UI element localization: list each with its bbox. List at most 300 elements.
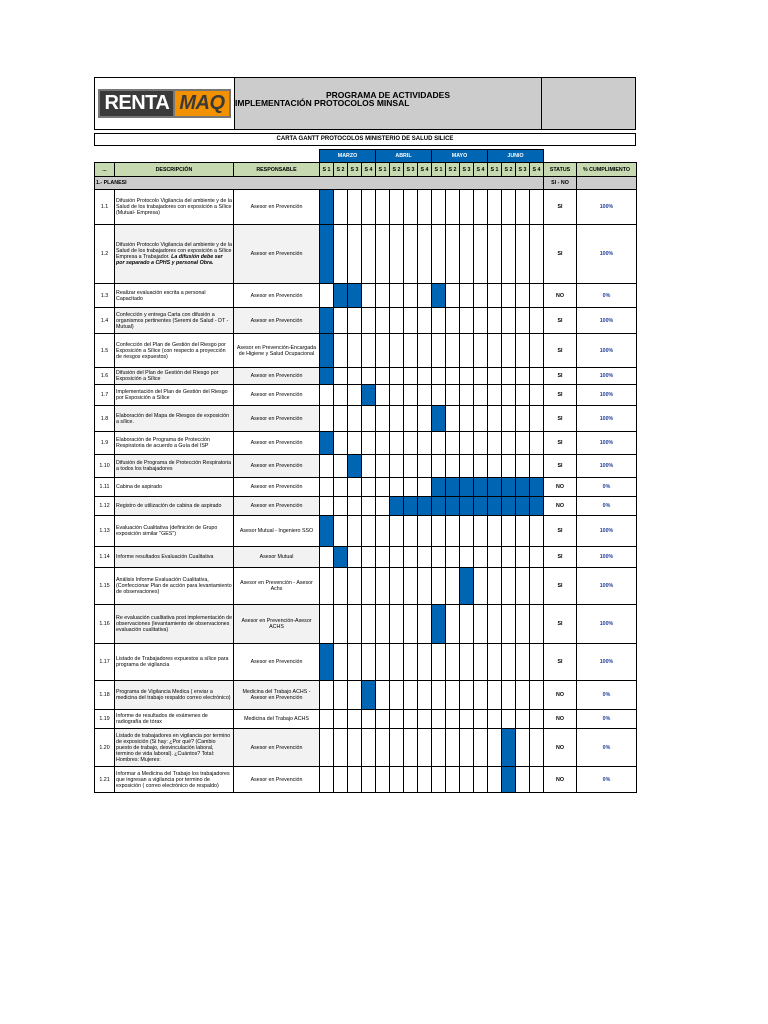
gantt-empty-cell [418,432,432,455]
activity-row [95,190,637,225]
gantt-empty-cell [418,681,432,710]
gantt-empty-cell [404,516,418,547]
gantt-empty-cell [348,729,362,767]
activity-row [95,710,637,729]
gantt-empty-cell [404,710,418,729]
gantt-empty-cell [362,368,376,385]
gantt-empty-cell [460,710,474,729]
gantt-bar-cell [502,729,516,767]
description-text: Informe de resultados de exámenes de radiografía de tórax [116,713,208,725]
gantt-empty-cell [376,225,390,284]
gantt-empty-cell [502,455,516,478]
gantt-empty-cell [446,368,460,385]
gantt-empty-cell [516,432,530,455]
activity-row [95,767,637,793]
activity-description [115,478,234,497]
gantt-empty-cell [348,368,362,385]
gantt-empty-cell [530,644,544,681]
gantt-empty-cell [376,605,390,644]
gantt-empty-cell [320,406,334,432]
gantt-empty-cell [376,368,390,385]
activity-number: 1.5 [95,334,115,368]
gantt-empty-cell [362,406,376,432]
gantt-empty-cell [376,455,390,478]
gantt-empty-cell [446,767,460,793]
gantt-empty-cell [404,432,418,455]
gantt-empty-cell [446,547,460,568]
gantt-empty-cell [320,385,334,406]
gantt-empty-cell [404,767,418,793]
week-header: S 3 [516,163,530,177]
gantt-empty-cell [432,568,446,605]
activity-compliance: 0% [577,284,637,308]
gantt-empty-cell [418,568,432,605]
gantt-empty-cell [390,368,404,385]
gantt-empty-cell [530,605,544,644]
gantt-empty-cell [446,284,460,308]
gantt-empty-cell [362,516,376,547]
gantt-bar-cell [334,547,348,568]
gantt-empty-cell [348,644,362,681]
activity-description [115,432,234,455]
gantt-empty-cell [334,729,348,767]
gantt-empty-cell [446,432,460,455]
activity-compliance: 100% [577,644,637,681]
gantt-empty-cell [404,308,418,334]
gantt-empty-cell [432,681,446,710]
activity-compliance: 100% [577,190,637,225]
description-text: Listado de Trabajadores expuestos a sílice para programa de vigilancia [116,656,229,668]
gantt-bar-cell [516,478,530,497]
gantt-empty-cell [474,308,488,334]
month-header-row [95,150,637,163]
gantt-empty-cell [376,644,390,681]
gantt-empty-cell [362,284,376,308]
activity-compliance: 100% [577,605,637,644]
gantt-empty-cell [334,568,348,605]
gantt-bar-cell [362,681,376,710]
gantt-empty-cell [446,385,460,406]
activity-responsible: Asesor en Prevención [234,225,320,284]
gantt-empty-cell [320,681,334,710]
gantt-bar-cell [474,478,488,497]
gantt-empty-cell [474,284,488,308]
gantt-bar-cell [362,385,376,406]
gantt-empty-cell [474,516,488,547]
gantt-empty-cell [488,681,502,710]
activity-responsible: Asesor en Prevención [234,368,320,385]
activity-description [115,547,234,568]
gantt-empty-cell [418,605,432,644]
gantt-empty-cell [446,729,460,767]
month-marzo: MARZO [320,150,376,163]
gantt-empty-cell [502,547,516,568]
description-text: Realizar evaluación escrita a personal Capacitado [116,289,206,302]
gantt-empty-cell [320,767,334,793]
logo-cell [95,78,235,129]
activity-number: 1.14 [95,547,115,568]
gantt-empty-cell [502,432,516,455]
description-text: Confección del Plan de Gestión del Riesgo por Exposición a Sílice (con respecto a proyección de riesgos expuestos) [116,341,226,360]
activity-number: 1.20 [95,729,115,767]
gantt-empty-cell [516,406,530,432]
gantt-empty-cell [390,605,404,644]
gantt-empty-cell [348,225,362,284]
gantt-empty-cell [390,225,404,284]
month-abril: ABRIL [376,150,432,163]
activity-compliance: 0% [577,710,637,729]
gantt-empty-cell [390,729,404,767]
activity-status: SI [544,568,577,605]
gantt-empty-cell [516,568,530,605]
activity-row [95,547,637,568]
gantt-empty-cell [446,455,460,478]
gantt-empty-cell [488,710,502,729]
activity-responsible: Medicina del Trabajo ACHS - Asesor en Prevención [234,681,320,710]
activity-status: SI [544,644,577,681]
activity-compliance: 0% [577,767,637,793]
gantt-empty-cell [460,190,474,225]
gantt-empty-cell [418,710,432,729]
activity-row [95,729,637,767]
gantt-bar-cell [432,406,446,432]
activity-number: 1.17 [95,644,115,681]
gantt-empty-cell [460,547,474,568]
gantt-empty-cell [418,308,432,334]
activity-responsible: Asesor en Prevención [234,385,320,406]
gantt-empty-cell [376,568,390,605]
activity-status: SI [544,406,577,432]
gantt-empty-cell [404,284,418,308]
gantt-empty-cell [502,605,516,644]
activity-number: 1.15 [95,568,115,605]
activity-responsible: Asesor en Prevención [234,729,320,767]
description-text: Confección y entrega Carta con difusión a organismos pertinentes (Seremi de Salud - DT - Mutual) [116,311,229,330]
gantt-empty-cell [334,767,348,793]
activity-row [95,368,637,385]
gantt-empty-cell [418,644,432,681]
activity-status: SI [544,455,577,478]
gantt-empty-cell [334,497,348,516]
activity-status: NO [544,710,577,729]
activity-compliance: 0% [577,681,637,710]
gantt-caption: CARTA GANTT PROTOCOLOS MINISTERIO DE SALUD SILICE [94,133,636,146]
activity-description [115,605,234,644]
gantt-empty-cell [348,497,362,516]
gantt-empty-cell [474,406,488,432]
document-header [94,77,636,130]
document-title: PROGRAMA DE ACTIVIDADES [325,90,451,100]
gantt-bar-cell [460,497,474,516]
gantt-empty-cell [362,729,376,767]
section-status-label: SI - NO [544,177,577,190]
gantt-empty-cell [460,334,474,368]
col-number-header: ... [95,163,115,177]
gantt-empty-cell [516,284,530,308]
gantt-empty-cell [362,455,376,478]
gantt-empty-cell [334,605,348,644]
gantt-empty-cell [502,681,516,710]
gantt-empty-cell [474,681,488,710]
gantt-empty-cell [460,605,474,644]
activity-status: NO [544,497,577,516]
gantt-empty-cell [446,516,460,547]
gantt-empty-cell [404,225,418,284]
gantt-bar-cell [432,497,446,516]
gantt-bar-cell [348,455,362,478]
gantt-empty-cell [390,516,404,547]
activity-status: SI [544,334,577,368]
gantt-empty-cell [334,334,348,368]
gantt-empty-cell [516,368,530,385]
activity-row [95,478,637,497]
activity-number: 1.3 [95,284,115,308]
week-header: S 3 [460,163,474,177]
activity-responsible: Asesor en Prevención [234,190,320,225]
gantt-empty-cell [530,406,544,432]
gantt-empty-cell [390,547,404,568]
gantt-empty-cell [320,497,334,516]
week-header: S 3 [404,163,418,177]
activity-description [115,385,234,406]
activity-description [115,681,234,710]
gantt-bar-cell [502,478,516,497]
gantt-empty-cell [404,406,418,432]
gantt-empty-cell [474,385,488,406]
activity-row [95,406,637,432]
week-header: S 4 [530,163,544,177]
col-description-header: DESCRIPCIÓN [115,163,234,177]
description-text: Cabina de aspirado [116,484,162,490]
gantt-bar-cell [446,478,460,497]
gantt-empty-cell [474,368,488,385]
gantt-empty-cell [362,225,376,284]
activity-responsible: Asesor en Prevención [234,432,320,455]
gantt-empty-cell [418,478,432,497]
gantt-bar-cell [446,497,460,516]
col-responsible-header: RESPONSABLE [234,163,320,177]
gantt-empty-cell [516,225,530,284]
gantt-empty-cell [488,334,502,368]
gantt-empty-cell [404,729,418,767]
activity-row [95,681,637,710]
gantt-empty-cell [530,455,544,478]
gantt-bar-cell [390,497,404,516]
gantt-bar-cell [320,225,334,284]
activity-compliance: 0% [577,478,637,497]
activity-description [115,568,234,605]
gantt-empty-cell [460,432,474,455]
month-row-spacer-right [544,150,637,163]
week-header: S 1 [320,163,334,177]
gantt-empty-cell [474,767,488,793]
gantt-empty-cell [390,478,404,497]
gantt-empty-cell [488,432,502,455]
activity-row [95,385,637,406]
blank-header-cell [542,78,635,129]
gantt-empty-cell [460,308,474,334]
gantt-empty-cell [390,308,404,334]
description-text: Difusión Protocolo Vigilancia del ambiente y de la Salud de los trabajadores con exposición a Sílice (Mutual- Empresa) [116,198,232,216]
gantt-empty-cell [376,497,390,516]
gantt-bar-cell [418,497,432,516]
gantt-empty-cell [362,767,376,793]
activity-row [95,225,637,284]
activity-compliance: 100% [577,385,637,406]
gantt-empty-cell [348,710,362,729]
gantt-empty-cell [376,406,390,432]
description-text: Implementación del Plan de Gestión del Riesgo por Exposición a Sílice [116,389,228,401]
activity-status: SI [544,308,577,334]
gantt-empty-cell [474,455,488,478]
activity-status: NO [544,478,577,497]
gantt-empty-cell [418,767,432,793]
activity-description [115,225,234,284]
gantt-empty-cell [460,284,474,308]
gantt-empty-cell [446,644,460,681]
activity-description [115,729,234,767]
week-header: S 3 [348,163,362,177]
activity-responsible: Asesor en Prevención [234,455,320,478]
activity-number: 1.21 [95,767,115,793]
description-text: Difusión del Plan de Gestión del Riesgo por Exposición a Sílice [116,370,219,382]
week-header: S 1 [376,163,390,177]
gantt-empty-cell [488,729,502,767]
gantt-empty-cell [516,308,530,334]
gantt-empty-cell [432,334,446,368]
gantt-empty-cell [502,710,516,729]
activity-compliance: 100% [577,368,637,385]
gantt-empty-cell [502,644,516,681]
gantt-empty-cell [530,284,544,308]
week-header: S 4 [474,163,488,177]
gantt-empty-cell [488,385,502,406]
gantt-empty-cell [418,547,432,568]
activity-description [115,497,234,516]
activity-row [95,568,637,605]
activity-responsible: Asesor en Prevención - Asesor Achs [234,568,320,605]
gantt-empty-cell [334,516,348,547]
section-spacer [577,177,637,190]
activity-compliance: 100% [577,547,637,568]
activity-compliance: 100% [577,225,637,284]
description-text: Elaboración de Programa de Protección Respiratoria de acuerdo a Guía del ISP [116,437,210,449]
gantt-empty-cell [390,334,404,368]
title-cell [235,78,542,129]
month-mayo: MAYO [432,150,488,163]
activity-status: NO [544,729,577,767]
gantt-empty-cell [446,710,460,729]
description-text: Programa de Vigilancia Medica ( enviar a medicina del trabajo respaldo correo electrónico) [116,689,231,701]
gantt-empty-cell [488,516,502,547]
gantt-empty-cell [404,190,418,225]
gantt-empty-cell [488,767,502,793]
gantt-empty-cell [418,284,432,308]
gantt-empty-cell [404,568,418,605]
gantt-empty-cell [348,767,362,793]
activity-number: 1.13 [95,516,115,547]
activity-description [115,368,234,385]
gantt-empty-cell [432,516,446,547]
gantt-empty-cell [488,547,502,568]
activity-responsible: Asesor en Prevención [234,406,320,432]
gantt-bar-cell [502,767,516,793]
gantt-empty-cell [334,710,348,729]
gantt-empty-cell [516,516,530,547]
gantt-empty-cell [488,225,502,284]
gantt-empty-cell [376,767,390,793]
gantt-bar-cell [516,497,530,516]
gantt-empty-cell [348,478,362,497]
gantt-empty-cell [404,385,418,406]
description-text: Informar a Medicina del Trabajo los trabajadores que ingresan a vigilancia por termino de exposición ( correo electrónico de respaldo) [116,770,230,789]
gantt-empty-cell [530,368,544,385]
activity-number: 1.4 [95,308,115,334]
gantt-empty-cell [348,385,362,406]
gantt-empty-cell [404,644,418,681]
gantt-empty-cell [348,547,362,568]
gantt-empty-cell [334,455,348,478]
gantt-bar-cell [320,368,334,385]
gantt-empty-cell [390,385,404,406]
activity-compliance: 100% [577,406,637,432]
gantt-empty-cell [320,568,334,605]
gantt-empty-cell [516,547,530,568]
activity-responsible: Asesor en Prevención [234,284,320,308]
gantt-empty-cell [474,729,488,767]
gantt-empty-cell [376,308,390,334]
gantt-bar-cell [460,478,474,497]
activity-description [115,516,234,547]
gantt-empty-cell [502,406,516,432]
gantt-empty-cell [488,190,502,225]
gantt-empty-cell [334,225,348,284]
description-text: Difusión de Programa de Protección Respiratoria a todos los trabajadores [116,460,232,472]
activity-number: 1.1 [95,190,115,225]
activity-status: SI [544,516,577,547]
activity-responsible: Asesor Mutual [234,547,320,568]
activity-compliance: 100% [577,568,637,605]
activity-status: SI [544,225,577,284]
activity-row [95,334,637,368]
gantt-empty-cell [530,308,544,334]
gantt-empty-cell [334,385,348,406]
month-junio: JUNIO [488,150,544,163]
activity-row [95,497,637,516]
gantt-bar-cell [474,497,488,516]
activity-number: 1.10 [95,455,115,478]
gantt-empty-cell [502,225,516,284]
activity-description [115,644,234,681]
col-compliance-header: % CUMPLIMIENTO [577,163,637,177]
gantt-empty-cell [390,284,404,308]
activity-number: 1.11 [95,478,115,497]
gantt-empty-cell [460,225,474,284]
activity-number: 1.8 [95,406,115,432]
description-text: Re evaluación cualitativa post implementación de observaciones (levantamiento de observaciones evaluación cualitativa) [116,615,233,633]
gantt-empty-cell [530,767,544,793]
section-row [95,177,637,190]
gantt-empty-cell [362,497,376,516]
gantt-empty-cell [488,368,502,385]
gantt-empty-cell [362,605,376,644]
gantt-empty-cell [432,308,446,334]
gantt-bar-cell [404,497,418,516]
activity-row [95,284,637,308]
gantt-empty-cell [488,308,502,334]
gantt-empty-cell [418,368,432,385]
gantt-empty-cell [334,368,348,385]
